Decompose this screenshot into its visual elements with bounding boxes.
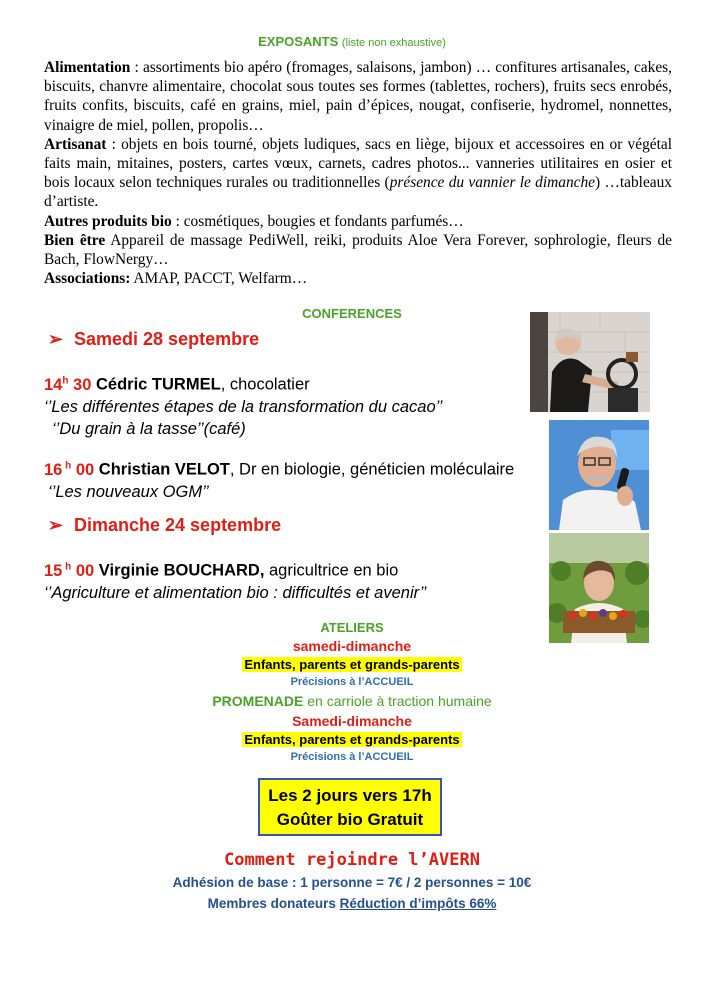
promenade-public: Enfants, parents et grands-parents — [244, 732, 460, 747]
talk-bouchard-quote: ‘’Agriculture et alimentation bio : difficultés et avenir’’ — [44, 583, 427, 602]
ateliers-public-wrap — [0, 657, 704, 672]
alimentation-label: Alimentation — [44, 59, 131, 76]
ateliers-days: samedi-dimanche — [292, 638, 412, 654]
artisanat-label: Artisanat — [44, 135, 107, 153]
talk-bouchard — [44, 556, 524, 604]
artisanat-italic: présence du vannier le dimanche — [389, 174, 596, 192]
talk-velot-role: , Dr en biologie, généticien moléculaire — [229, 460, 515, 479]
promenade-days: Samedi-dimanche — [292, 713, 412, 729]
exposants-list — [44, 58, 672, 288]
talk-turmel — [44, 370, 524, 440]
bienetre-label: Bien être — [44, 231, 106, 249]
autres-paragraph — [44, 212, 672, 231]
artisanat-paragraph — [44, 135, 672, 212]
talk-velot-time: 16 $^h$ 00 — [44, 460, 95, 479]
promenade-title-bold: PROMENADE — [212, 693, 304, 709]
talk-bouchard-header — [44, 556, 524, 582]
artisanat-text: : objets en bois tourné, objets ludiques, sacs en liège, bijoux et accessoires en or végétal faits main, mitaines, posters, cartes vœux, carnets, cadres photos... vanneries utilitaires en osier et bois locaux selon techniques rurales ou traditionnelles ( — [44, 135, 672, 192]
adhesion-text: Adhésion de base : 1 personne = 7€ / 2 personnes = 10€ — [172, 875, 532, 890]
gouter-line2: Goûter bio Gratuit — [276, 810, 424, 829]
talk-turmel-time: 14$^h$ 30 — [44, 375, 92, 394]
promenade-public-wrap — [0, 732, 704, 747]
associations-label: Associations: — [44, 270, 131, 288]
day-saturday-label: Samedi 28 septembre — [74, 329, 260, 349]
talk-velot-header — [44, 455, 544, 481]
promenade-title-rest: en carriole à traction humaine — [303, 693, 492, 709]
artisanat-end: ) …tableaux d’artiste. — [44, 174, 673, 211]
donateurs-line — [0, 896, 704, 911]
photo-cedric-turmel — [530, 312, 650, 412]
bienetre-text: Appareil de massage PediWell, reiki, produits Aloe Vera Forever, sophrologie, fleurs de Bach, FlowNergy… — [44, 231, 673, 269]
donateurs-link[interactable]: Réduction d’impôts 66% — [339, 896, 497, 911]
rejoindre-title: Comment rejoindre l’AVERN — [224, 850, 480, 870]
alimentation-text: : assortiments bio apéro (fromages, salaisons, jambon) … confitures artisanales, cakes, biscuits, chanvre alimentaire, chocolat sous toutes ses formes (tablettes, rochers), fruits secs enrobés, fruits confits, biscuits, café en grains, miel, pain d’épices, nougat, confiserie, hydromel, nonnettes, vinaigre de miel, pollen, propolis… — [44, 59, 672, 134]
gouter-box — [258, 778, 442, 836]
arrow-bullet-icon: ➢ — [48, 329, 64, 349]
talk-turmel-header — [44, 370, 524, 396]
talk-bouchard-role: agricultrice en bio — [264, 561, 399, 580]
talk-turmel-role: , chocolatier — [220, 375, 310, 394]
exposants-note: (liste non exhaustive) — [341, 37, 446, 49]
ateliers-public: Enfants, parents et grands-parents — [244, 657, 460, 672]
donateurs-prefix: Membres donateurs — [207, 896, 340, 911]
talk-turmel-quote2: ‘’Du grain à la tasse’’(café) — [52, 419, 246, 438]
day-sunday — [48, 515, 281, 536]
promenade-title — [0, 693, 704, 709]
day-saturday — [48, 329, 259, 350]
gouter-line1: Les 2 jours vers 17h — [268, 786, 432, 805]
alimentation-paragraph — [44, 58, 672, 135]
associations-text: AMAP, PACCT, Welfarm… — [130, 270, 308, 288]
arrow-bullet-icon: ➢ — [48, 515, 64, 535]
autres-label: Autres produits bio — [44, 212, 172, 230]
day-sunday-label: Dimanche 24 septembre — [74, 515, 282, 535]
autres-text: : cosmétiques, bougies et fondants parfumés… — [171, 212, 464, 230]
talk-turmel-quote1: ‘’Les différentes étapes de la transformation du cacao’’ — [44, 397, 443, 416]
promenade-precisions: Précisions à l’ACCUEIL — [290, 751, 414, 763]
talk-velot-quote: ‘’Les nouveaux OGM’’ — [48, 482, 209, 501]
talk-velot — [44, 455, 544, 503]
talk-turmel-speaker: Cédric TURMEL — [96, 375, 221, 394]
talk-bouchard-speaker: Virginie BOUCHARD, — [98, 561, 265, 580]
ateliers-title: ATELIERS — [320, 620, 384, 635]
exposants-heading: EXPOSANTS — [258, 34, 339, 49]
photo-christian-velot — [549, 420, 649, 530]
talk-velot-speaker: Christian VELOT — [98, 460, 230, 479]
exposants-title — [0, 34, 704, 49]
bienetre-paragraph — [44, 231, 672, 269]
associations-paragraph — [44, 269, 672, 288]
conferences-title: CONFERENCES — [302, 306, 402, 321]
ateliers-precisions: Précisions à l’ACCUEIL — [290, 676, 414, 688]
talk-bouchard-time: 15 $^h$ 00 — [44, 561, 95, 580]
